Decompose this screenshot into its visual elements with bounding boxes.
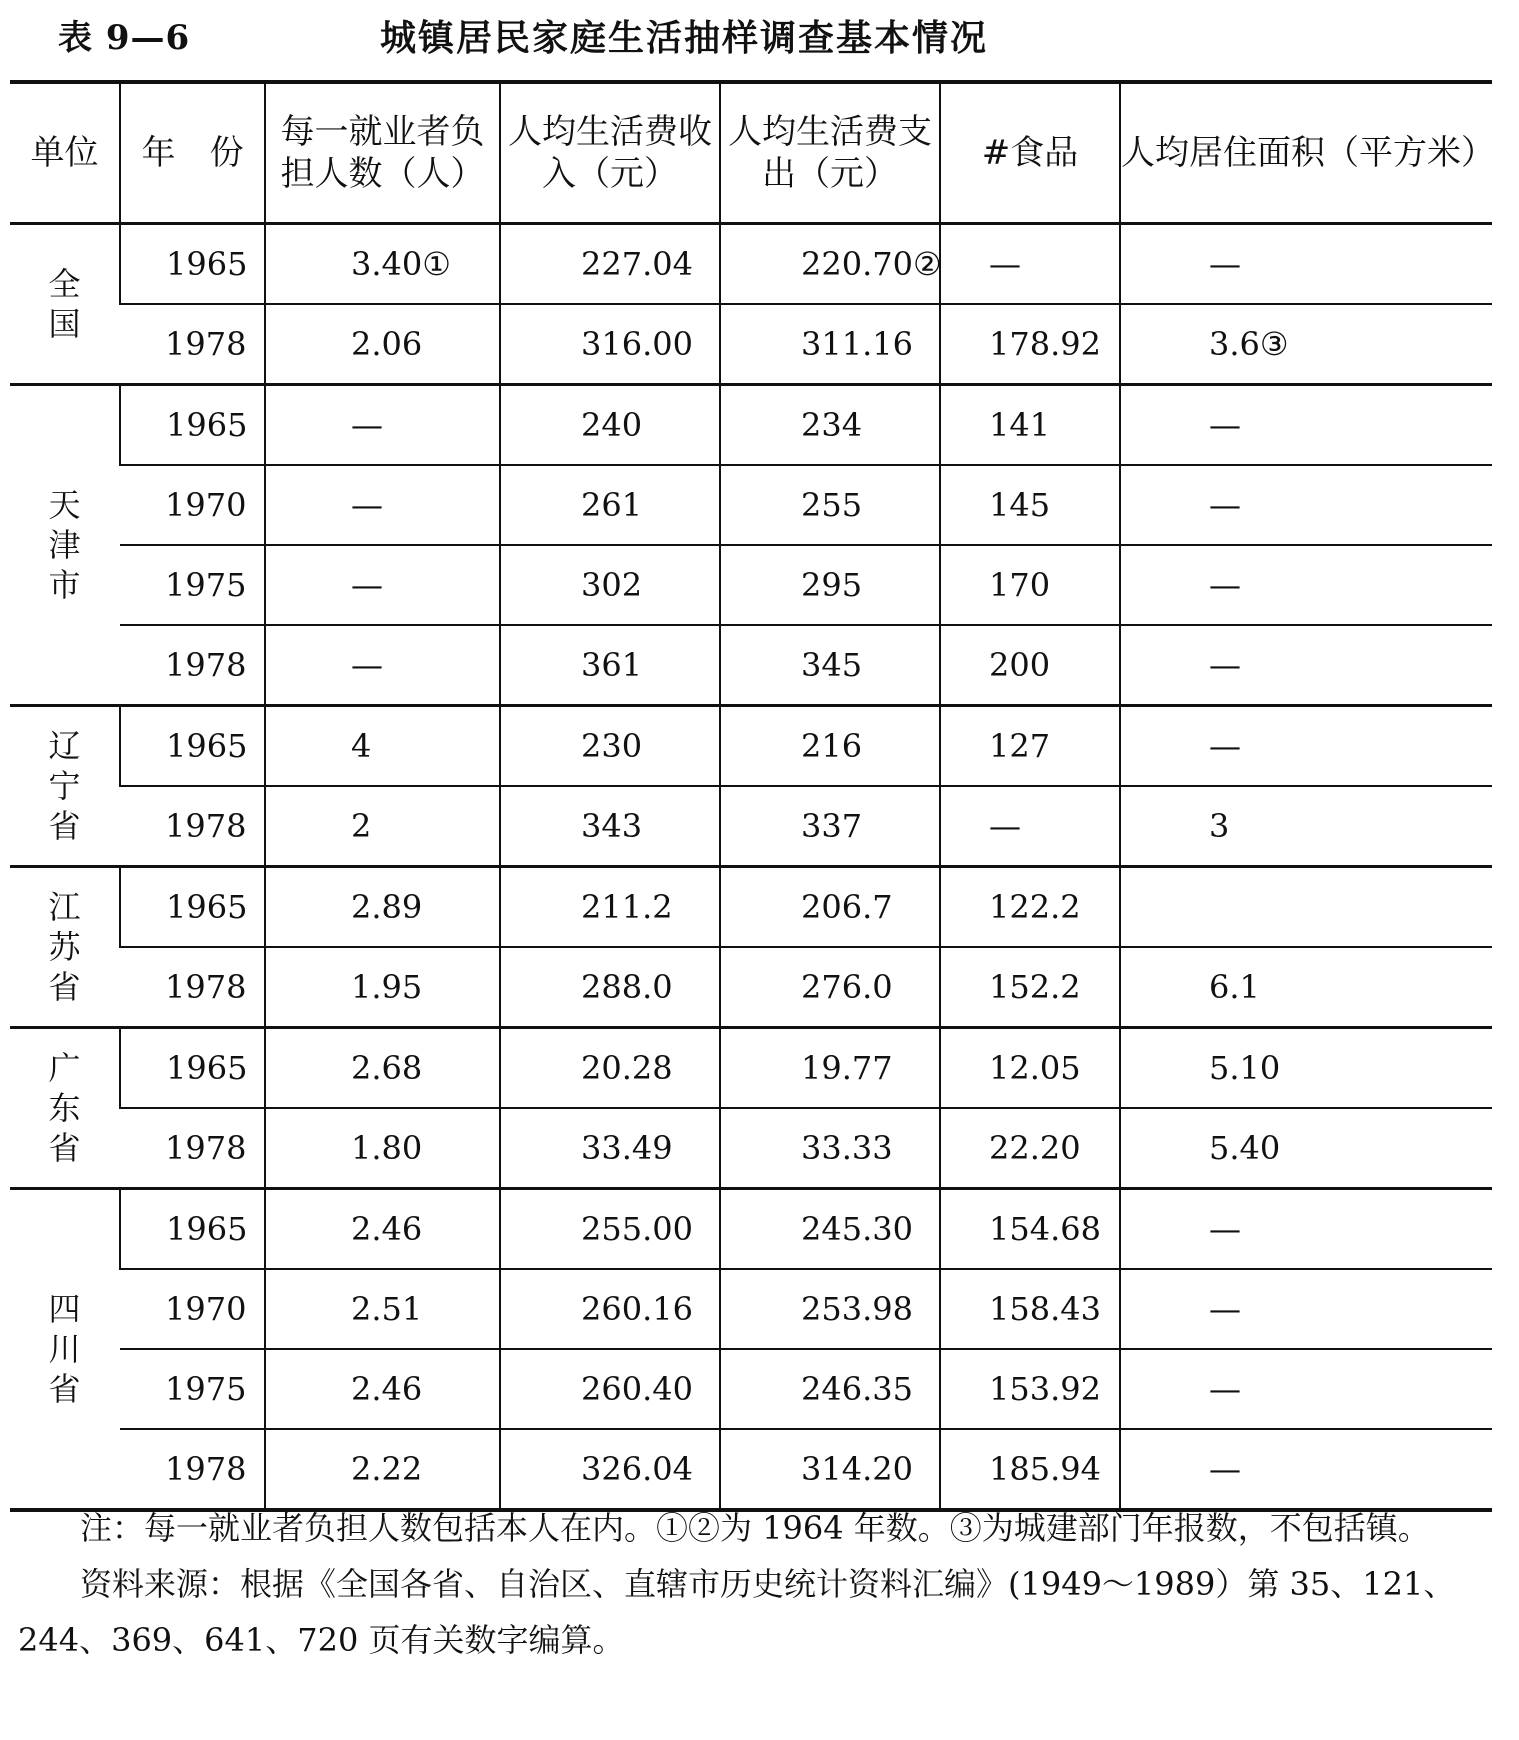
cell-housing: 5.10 <box>1120 1028 1492 1109</box>
unit-label: 广东省 <box>48 1049 81 1167</box>
cell-housing: — <box>1120 1189 1492 1270</box>
table-row <box>10 465 1492 545</box>
header-row <box>10 82 1492 224</box>
cell-housing: — <box>1120 1429 1492 1510</box>
cell-food: 170 <box>940 545 1120 625</box>
table-row <box>10 1429 1492 1510</box>
cell-food: — <box>940 786 1120 867</box>
table-row <box>10 706 1492 787</box>
cell-dependents: 1.95 <box>265 947 500 1028</box>
table-row <box>10 1189 1492 1270</box>
table-row <box>10 1108 1492 1189</box>
table-row <box>10 304 1492 385</box>
cell-income: 227.04 <box>500 224 720 305</box>
cell-unit <box>10 224 120 385</box>
data-table <box>10 80 1495 1512</box>
cell-housing: — <box>1120 385 1492 466</box>
cell-dependents: — <box>265 625 500 706</box>
cell-housing: — <box>1120 224 1492 305</box>
table-row <box>10 947 1492 1028</box>
cell-housing: — <box>1120 706 1492 787</box>
cell-unit <box>10 1189 120 1511</box>
cell-year: 1978 <box>120 625 265 706</box>
cell-expenditure: 255 <box>720 465 940 545</box>
table-body <box>10 224 1492 1511</box>
cell-year: 1978 <box>120 1108 265 1189</box>
cell-food: 154.68 <box>940 1189 1120 1270</box>
cell-expenditure: 234 <box>720 385 940 466</box>
cell-food: 22.20 <box>940 1108 1120 1189</box>
cell-food: 185.94 <box>940 1429 1120 1510</box>
cell-income: 302 <box>500 545 720 625</box>
cell-food: 153.92 <box>940 1349 1120 1429</box>
cell-income: 260.16 <box>500 1269 720 1349</box>
cell-expenditure: 311.16 <box>720 304 940 385</box>
cell-housing: 6.1 <box>1120 947 1492 1028</box>
cell-housing: 5.40 <box>1120 1108 1492 1189</box>
cell-year: 1978 <box>120 304 265 385</box>
header-dependents: 每一就业者负担人数（人） <box>265 82 500 224</box>
cell-housing: — <box>1120 545 1492 625</box>
cell-unit <box>10 385 120 706</box>
cell-unit <box>10 867 120 1028</box>
cell-income: 33.49 <box>500 1108 720 1189</box>
page-title: 城镇居民家庭生活抽样调查基本情况 <box>380 17 989 59</box>
notes <box>18 1500 1498 1668</box>
cell-income: 20.28 <box>500 1028 720 1109</box>
cell-housing: 3 <box>1120 786 1492 867</box>
cell-expenditure: 295 <box>720 545 940 625</box>
cell-year: 1970 <box>120 465 265 545</box>
cell-housing <box>1120 867 1492 948</box>
unit-label: 四川省 <box>48 1290 81 1408</box>
cell-expenditure: 276.0 <box>720 947 940 1028</box>
cell-expenditure: 246.35 <box>720 1349 940 1429</box>
cell-income: 211.2 <box>500 867 720 948</box>
table-row <box>10 545 1492 625</box>
cell-food: 178.92 <box>940 304 1120 385</box>
cell-income: 361 <box>500 625 720 706</box>
cell-dependents: 2 <box>265 786 500 867</box>
cell-year: 1975 <box>120 1349 265 1429</box>
cell-food: 127 <box>940 706 1120 787</box>
table-row <box>10 625 1492 706</box>
title-row <box>58 10 1498 60</box>
cell-income: 316.00 <box>500 304 720 385</box>
cell-year: 1978 <box>120 786 265 867</box>
table-row <box>10 385 1492 466</box>
cell-food: 158.43 <box>940 1269 1120 1349</box>
cell-food: 152.2 <box>940 947 1120 1028</box>
header-income: 人均生活费收入（元） <box>500 82 720 224</box>
unit-label: 江苏省 <box>48 888 81 1006</box>
header-expenditure: 人均生活费支出（元） <box>720 82 940 224</box>
table-id: 表 9—6 <box>58 18 191 58</box>
table-row <box>10 1269 1492 1349</box>
cell-food: 141 <box>940 385 1120 466</box>
cell-year: 1970 <box>120 1269 265 1349</box>
cell-income: 230 <box>500 706 720 787</box>
cell-dependents: — <box>265 545 500 625</box>
cell-income: 261 <box>500 465 720 545</box>
cell-year: 1965 <box>120 867 265 948</box>
cell-housing: — <box>1120 1349 1492 1429</box>
cell-unit <box>10 1028 120 1189</box>
header-year: 年 份 <box>120 82 265 224</box>
cell-year: 1975 <box>120 545 265 625</box>
cell-dependents: 2.46 <box>265 1349 500 1429</box>
cell-housing: 3.6③ <box>1120 304 1492 385</box>
header-food: #食品 <box>940 82 1120 224</box>
cell-food: 200 <box>940 625 1120 706</box>
cell-dependents: 2.89 <box>265 867 500 948</box>
unit-label: 天津市 <box>48 486 81 604</box>
cell-income: 343 <box>500 786 720 867</box>
cell-income: 255.00 <box>500 1189 720 1270</box>
cell-housing: — <box>1120 465 1492 545</box>
unit-label: 辽宁省 <box>48 727 81 845</box>
cell-dependents: 2.46 <box>265 1189 500 1270</box>
cell-expenditure: 33.33 <box>720 1108 940 1189</box>
cell-income: 288.0 <box>500 947 720 1028</box>
cell-expenditure: 245.30 <box>720 1189 940 1270</box>
cell-expenditure: 206.7 <box>720 867 940 948</box>
cell-unit <box>10 706 120 867</box>
cell-housing: — <box>1120 1269 1492 1349</box>
cell-expenditure: 345 <box>720 625 940 706</box>
cell-dependents: 1.80 <box>265 1108 500 1189</box>
cell-income: 260.40 <box>500 1349 720 1429</box>
table-row <box>10 786 1492 867</box>
cell-expenditure: 220.70② <box>720 224 940 305</box>
header-housing: 人均居住面积（平方米） <box>1120 82 1492 224</box>
cell-expenditure: 216 <box>720 706 940 787</box>
cell-food: 12.05 <box>940 1028 1120 1109</box>
cell-year: 1965 <box>120 1189 265 1270</box>
cell-dependents: 2.22 <box>265 1429 500 1510</box>
cell-expenditure: 253.98 <box>720 1269 940 1349</box>
cell-dependents: 2.68 <box>265 1028 500 1109</box>
cell-housing: — <box>1120 625 1492 706</box>
cell-year: 1965 <box>120 706 265 787</box>
cell-dependents: 2.06 <box>265 304 500 385</box>
cell-dependents: 2.51 <box>265 1269 500 1349</box>
cell-expenditure: 337 <box>720 786 940 867</box>
cell-income: 326.04 <box>500 1429 720 1510</box>
table-row <box>10 1349 1492 1429</box>
header-unit: 单位 <box>10 82 120 224</box>
cell-expenditure: 19.77 <box>720 1028 940 1109</box>
cell-dependents: — <box>265 385 500 466</box>
cell-income: 240 <box>500 385 720 466</box>
table-row <box>10 224 1492 305</box>
source-note: 资料来源：根据《全国各省、自治区、直辖市历史统计资料汇编》(1949～1989）第 35、121、244、369、641、720 页有关数字编算。 <box>18 1565 1456 1659</box>
table-row <box>10 867 1492 948</box>
cell-year: 1978 <box>120 1429 265 1510</box>
cell-food: — <box>940 224 1120 305</box>
cell-food: 145 <box>940 465 1120 545</box>
unit-label: 全国 <box>48 265 81 343</box>
cell-year: 1965 <box>120 224 265 305</box>
cell-dependents: 3.40① <box>265 224 500 305</box>
cell-year: 1965 <box>120 1028 265 1109</box>
cell-expenditure: 314.20 <box>720 1429 940 1510</box>
cell-year: 1965 <box>120 385 265 466</box>
cell-food: 122.2 <box>940 867 1120 948</box>
table-row <box>10 1028 1492 1109</box>
footnote: 注：每一就业者负担人数包括本人在内。①②为 1964 年数。③为城建部门年报数，不包括镇。 <box>80 1509 1430 1547</box>
cell-year: 1978 <box>120 947 265 1028</box>
cell-dependents: — <box>265 465 500 545</box>
cell-dependents: 4 <box>265 706 500 787</box>
